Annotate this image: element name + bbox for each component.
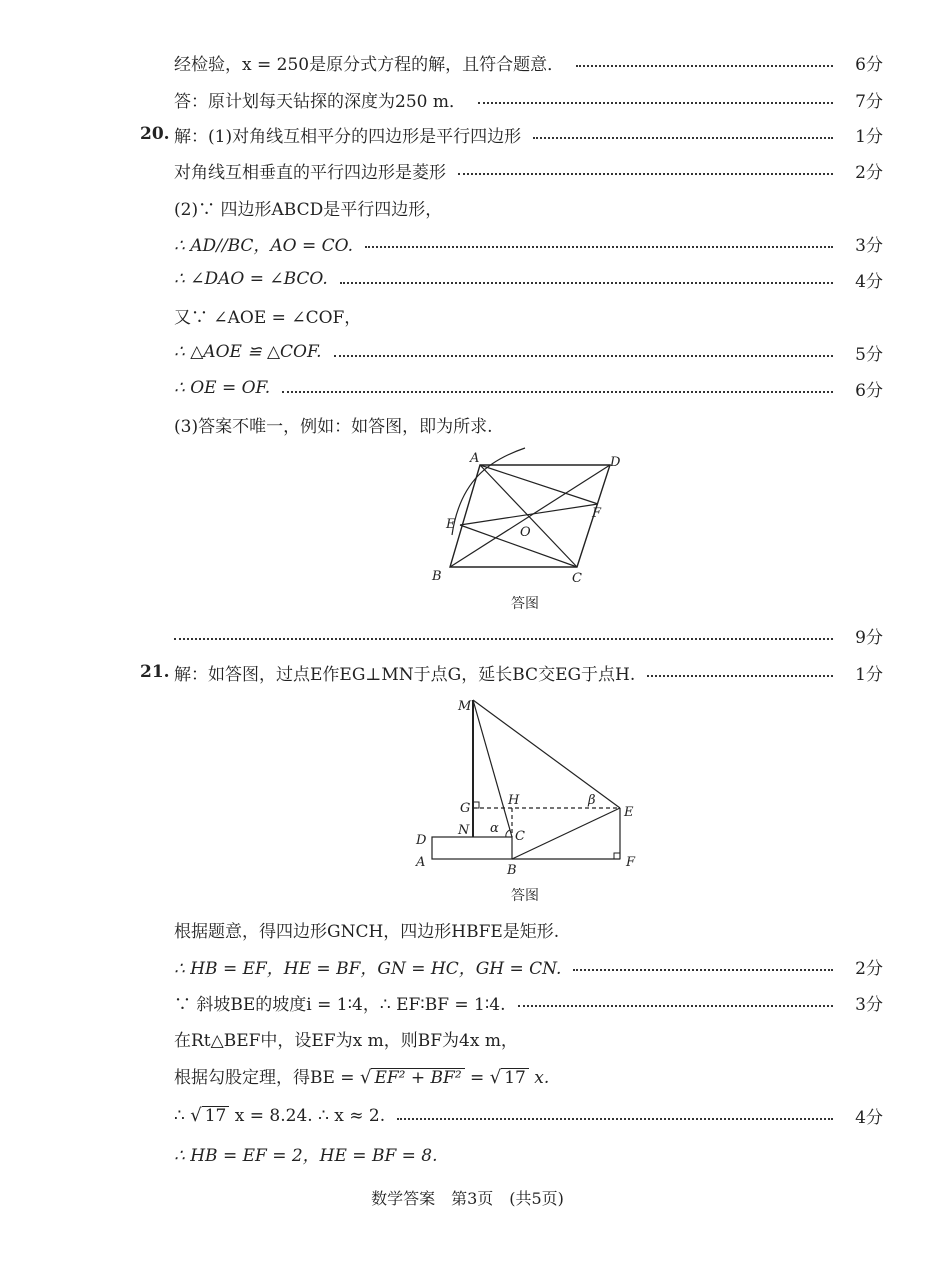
- dot-leader: [518, 1005, 834, 1007]
- q20-line-6: [174, 300, 883, 330]
- q20-line-5: [174, 264, 883, 294]
- line-MC: [473, 700, 512, 837]
- label-H: H: [508, 793, 520, 808]
- parallelogram-figure: [430, 440, 630, 590]
- points: 4分: [855, 271, 883, 292]
- answer-line-2: [174, 84, 883, 114]
- q21-line-1: [174, 657, 883, 687]
- line-text: (2)∵ 四边形ABCD是平行四边形，: [174, 199, 443, 220]
- line-text: 解：(1)对角线互相平分的四边形是平行四边形: [174, 126, 522, 147]
- segment-EC: [460, 525, 577, 567]
- q20-line-3: [174, 192, 883, 222]
- dot-leader: [458, 173, 833, 175]
- q21-line-5: [174, 1023, 883, 1053]
- line-text: ∴ △AOE ≌ △COF.: [174, 342, 322, 362]
- line-text: ∴ AD//BC，AO = CO.: [174, 235, 354, 256]
- points: 1分: [855, 126, 883, 147]
- q21-line-6: [174, 1060, 883, 1090]
- label-alpha: α: [490, 821, 499, 836]
- q20-line-9: [174, 409, 883, 439]
- line-text: ∴ OE = OF.: [174, 378, 271, 398]
- points: 3分: [855, 235, 883, 256]
- label-G: G: [460, 801, 471, 816]
- line-text: 答：原计划每天钻探的深度为250 m．: [174, 91, 466, 112]
- sqrt-expression: EF² + BF²: [371, 1068, 464, 1087]
- label-D: D: [610, 455, 621, 470]
- page-footer: 数学答案 第3页 (共5页): [371, 1189, 564, 1208]
- platform-ABCD: [432, 837, 512, 859]
- q21-line-3: [174, 951, 883, 981]
- dot-leader: [174, 638, 833, 640]
- label-O: O: [520, 525, 531, 540]
- points: 7分: [855, 91, 883, 112]
- q20-line-10: [174, 620, 883, 650]
- sqrt-17: 17: [501, 1068, 529, 1087]
- answer-line-1: [174, 47, 883, 77]
- line-text: 经检验，x = 250是原分式方程的解，且符合题意．: [174, 54, 565, 75]
- dot-leader: [478, 102, 833, 104]
- label-beta: β: [588, 793, 596, 808]
- label-E: E: [446, 517, 456, 532]
- dot-leader: [533, 137, 833, 139]
- line-text: 根据题意，得四边形GNCH，四边形HBFE是矩形.: [174, 921, 560, 942]
- diagonal-AC: [480, 465, 577, 567]
- label-A: A: [470, 451, 480, 466]
- q20-line-7: [174, 337, 883, 367]
- sqrt-17: 17: [202, 1106, 230, 1125]
- variable-x: x.: [534, 1067, 550, 1088]
- segment-EF: [460, 504, 598, 525]
- line-text: 在Rt△BEF中，设EF为x m，则BF为4x m，: [174, 1030, 518, 1051]
- figure-caption: 答图: [511, 888, 539, 904]
- q20-line-1: [174, 119, 883, 149]
- q21-line-8: [174, 1138, 883, 1168]
- label-F: F: [592, 506, 602, 521]
- label-N: N: [458, 823, 470, 838]
- label-B: B: [507, 863, 517, 878]
- line-text: 解：如答图，过点E作EG⊥MN于点G，延长BC交EG于点H.: [174, 664, 636, 685]
- points: 5分: [855, 344, 883, 365]
- angle-alpha-arc: [506, 830, 510, 837]
- slope-figure: [410, 692, 650, 882]
- dot-leader: [576, 65, 833, 67]
- question-number-20: 20.: [140, 124, 170, 144]
- line-text: 根据勾股定理，得BE = √ EF² + BF² = √ 17 x.: [174, 1066, 550, 1088]
- label-E: E: [624, 805, 634, 820]
- line-text: 对角线互相垂直的平行四边形是菱形: [174, 162, 446, 183]
- line-text: ∴ ∠DAO = ∠BCO.: [174, 269, 328, 289]
- label-F: F: [626, 855, 636, 870]
- points: 1分: [855, 664, 883, 685]
- line-text: 又∵ ∠AOE = ∠COF，: [174, 307, 362, 328]
- label-M: M: [458, 699, 472, 714]
- line-text: ∴ HB = EF，HE = BF，GN = HC，GH = CN.: [174, 958, 562, 979]
- dot-leader: [573, 969, 833, 971]
- text-prefix: 根据勾股定理，得BE =: [174, 1067, 355, 1088]
- dot-leader: [340, 282, 833, 284]
- label-C: C: [515, 829, 525, 844]
- label-B: B: [432, 569, 442, 584]
- question-number-21: 21.: [140, 662, 170, 682]
- label-A: A: [416, 855, 426, 870]
- equals-sign: =: [470, 1067, 485, 1088]
- line-text: ∴ √ 17 x = 8.24. ∴ x ≈ 2.: [174, 1104, 386, 1126]
- q21-line-7: [174, 1100, 883, 1130]
- dot-leader: [365, 246, 833, 248]
- points: 9分: [855, 627, 883, 648]
- points: 6分: [855, 380, 883, 401]
- label-C: C: [572, 571, 582, 586]
- q21-line-2: [174, 914, 883, 944]
- label-D: D: [416, 833, 427, 848]
- slope-BE: [512, 808, 620, 859]
- points: 4分: [855, 1107, 883, 1128]
- therefore-sign: ∴: [174, 1105, 185, 1126]
- equation-text: x = 8.24. ∴ x ≈ 2.: [234, 1105, 386, 1126]
- figure-caption: 答图: [511, 596, 539, 612]
- right-angle-mark-F: [614, 853, 620, 859]
- points: 2分: [855, 162, 883, 183]
- dot-leader: [282, 391, 833, 393]
- line-text: ∴ HB = EF = 2，HE = BF = 8.: [174, 1145, 438, 1166]
- points: 3分: [855, 994, 883, 1015]
- dot-leader: [397, 1118, 833, 1120]
- q20-line-2: [174, 155, 883, 185]
- dot-leader: [334, 355, 833, 357]
- dot-leader: [647, 675, 833, 677]
- line-ME: [473, 700, 620, 808]
- q20-line-8: [174, 373, 883, 403]
- line-text: (3)答案不唯一，例如：如答图，即为所求.: [174, 416, 493, 437]
- line-text: ∵ 斜坡BE的坡度i = 1∶4，∴ EF∶BF = 1∶4.: [174, 994, 506, 1015]
- q20-line-4: [174, 228, 883, 258]
- q21-line-4: [174, 987, 883, 1017]
- points: 6分: [855, 54, 883, 75]
- points: 2分: [855, 958, 883, 979]
